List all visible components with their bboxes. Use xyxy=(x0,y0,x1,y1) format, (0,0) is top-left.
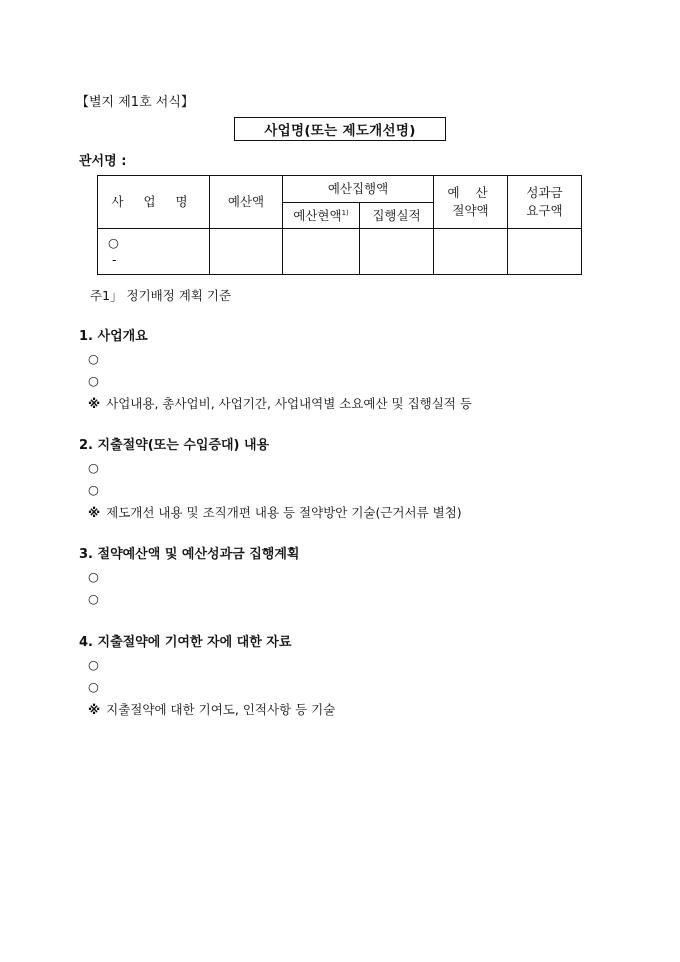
header-execution: 예산집행액 xyxy=(283,176,434,203)
table-cell-budget xyxy=(210,228,283,274)
table-footnote: 주1」 정기배정 계획 기준 xyxy=(90,288,232,303)
reference-mark: ※ xyxy=(88,505,101,520)
header-saving xyxy=(434,176,508,229)
section-contributor-data xyxy=(79,632,639,722)
section-heading: 3. 절약예산액 및 예산성과금 집행계획 xyxy=(79,547,300,562)
bullet-item: ○ xyxy=(88,460,99,475)
table-cell-actual-execution xyxy=(360,228,434,274)
header-current-budget: 예산현액$^{1)}$ xyxy=(283,203,360,228)
row-bullet: ○ xyxy=(108,234,119,250)
header-bonus xyxy=(508,176,582,229)
remark-line xyxy=(79,501,639,525)
header-bonus-line2: 요구액 xyxy=(526,202,563,218)
remark-text: 사업내용, 총사업비, 사업기간, 사업내역별 소요예산 및 집행실적 등 xyxy=(106,396,472,411)
header-budget: 예산액 xyxy=(210,176,283,229)
bullet-item: ○ xyxy=(88,373,99,388)
section-heading: 1. 사업개요 xyxy=(79,329,148,344)
bullet-item: ○ xyxy=(88,679,99,694)
header-business-name: 사 업 명 xyxy=(98,176,210,229)
section-heading: 4. 지출절약에 기여한 자에 대한 자료 xyxy=(79,635,292,650)
bullet-item: ○ xyxy=(88,482,99,497)
bullet-item: ○ xyxy=(88,657,99,672)
header-saving-line1: 예 산 xyxy=(447,185,494,201)
remark-text: 제도개선 내용 및 조직개편 내용 등 절약방안 기술(근거서류 별첨) xyxy=(106,505,462,520)
header-bonus-line1: 성과금 xyxy=(526,185,563,201)
table-cell-current-budget xyxy=(283,228,360,274)
bullet-item: ○ xyxy=(88,351,99,366)
bullet-item: ○ xyxy=(88,591,99,606)
department-label: 관서명 : xyxy=(79,154,127,169)
table-row-business xyxy=(98,228,210,274)
document-title xyxy=(234,117,446,141)
section-execution-plan xyxy=(79,544,639,610)
bullet-item: ○ xyxy=(88,569,99,584)
form-label: 【별지 제1호 서식】 xyxy=(76,95,194,110)
budget-table xyxy=(97,175,582,275)
remark-text: 지출절약에 대한 기여도, 인적사항 등 기술 xyxy=(106,702,336,717)
header-actual-execution: 집행실적 xyxy=(360,203,434,228)
section-business-overview xyxy=(79,326,639,416)
table-cell-saving xyxy=(434,228,508,274)
remark-line xyxy=(79,698,639,722)
footnote-ref: 1) xyxy=(341,208,349,217)
remark-line xyxy=(79,392,639,416)
document-title-text: 사업명(또는 제도개선명) xyxy=(264,123,416,139)
section-heading: 2. 지출절약(또는 수입증대) 내용 xyxy=(79,438,270,453)
header-saving-line2: 절약액 xyxy=(452,202,489,218)
table-cell-bonus xyxy=(508,228,582,274)
section-expense-saving xyxy=(79,435,639,525)
reference-mark: ※ xyxy=(88,396,101,411)
row-dash: - xyxy=(112,252,117,268)
reference-mark: ※ xyxy=(88,702,101,717)
